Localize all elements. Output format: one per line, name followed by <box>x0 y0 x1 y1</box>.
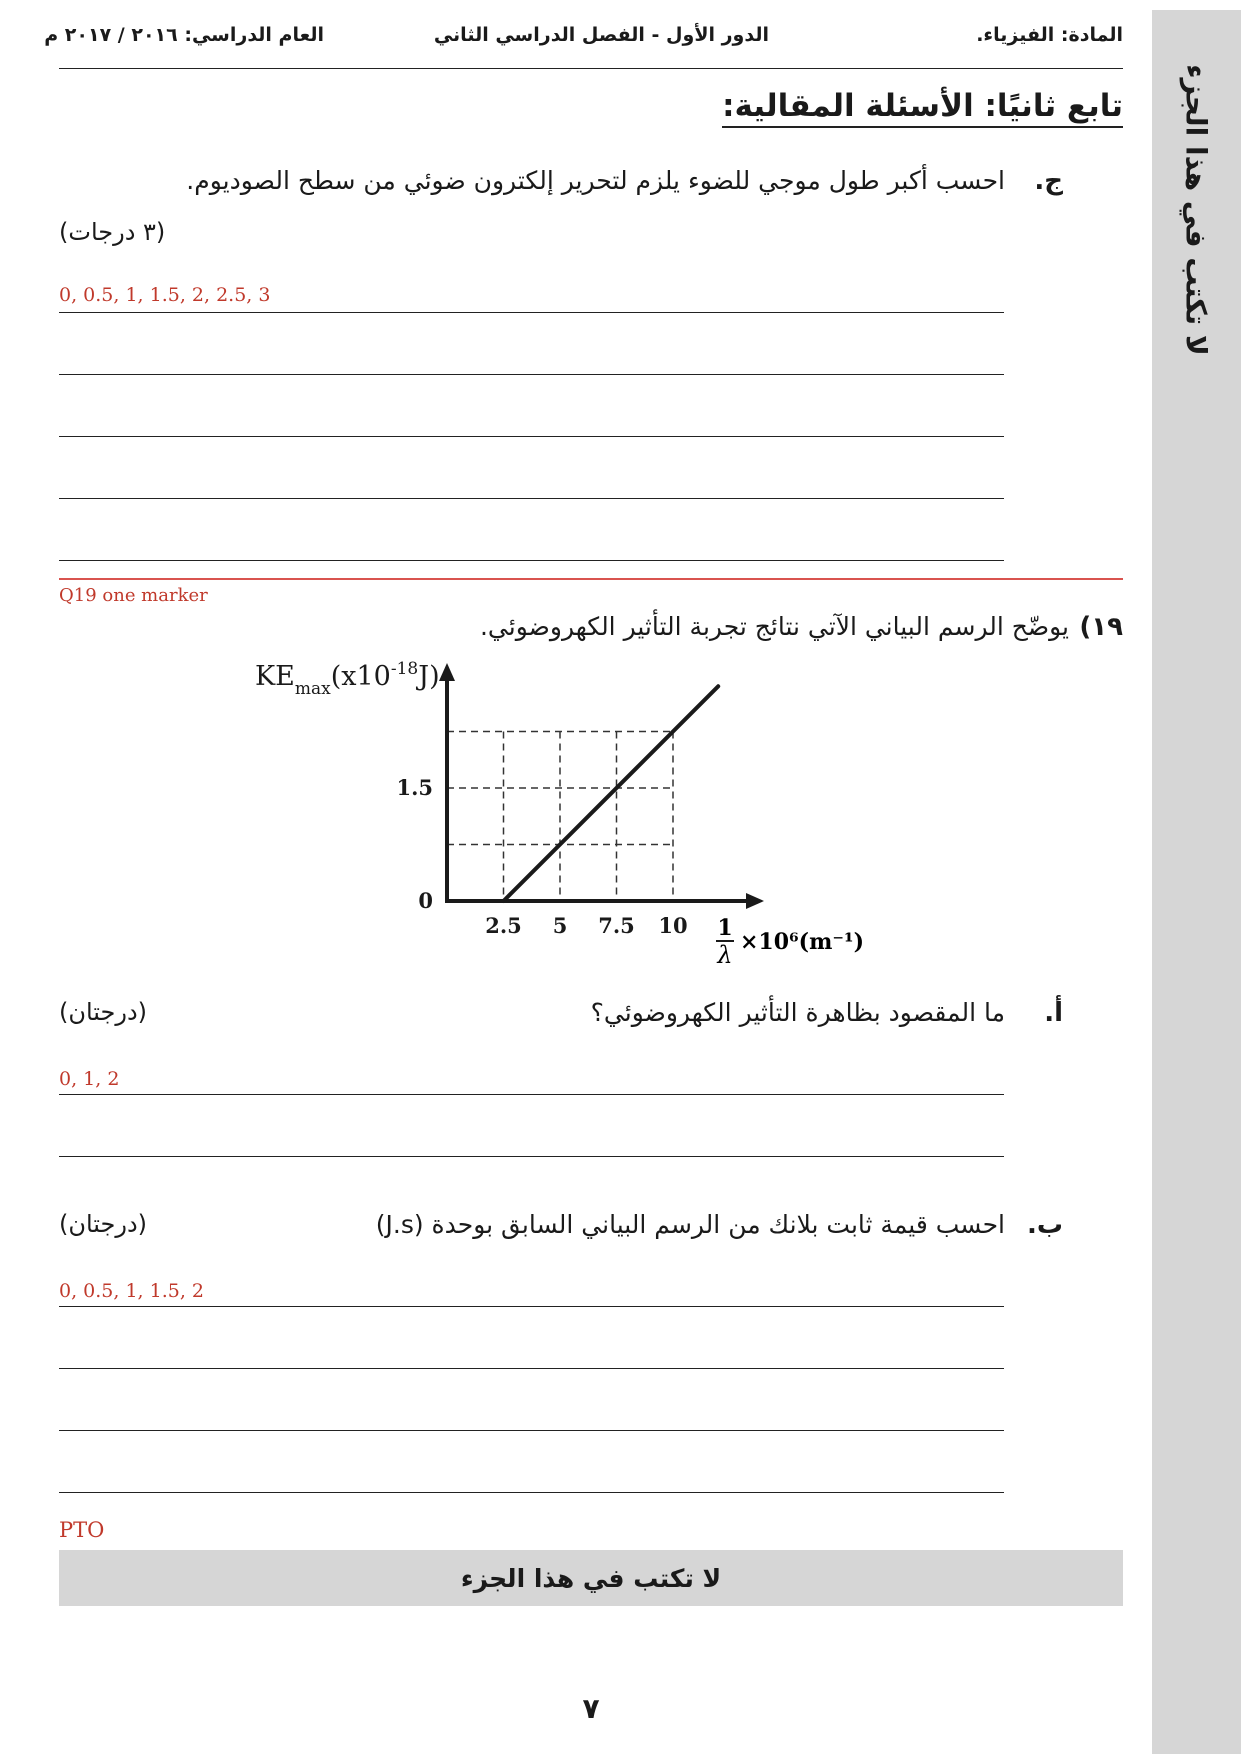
answer-line[interactable] <box>59 436 1004 437</box>
question-divider <box>59 578 1123 580</box>
answer-line[interactable] <box>59 1306 1004 1307</box>
answer-line[interactable] <box>59 374 1004 375</box>
x-label-denominator: λ <box>717 941 733 969</box>
part-b-scoring: 0, 0.5, 1, 1.5, 2 <box>59 1280 205 1302</box>
y-tick-label: 1.5 <box>396 775 433 800</box>
answer-line[interactable] <box>59 1156 1004 1157</box>
part-a-letter: أ. <box>1044 998 1063 1028</box>
pto-note: PTO <box>59 1518 105 1542</box>
y-axis-arrowhead <box>439 663 455 681</box>
section-title: تابع ثانيًا: الأسئلة المقالية: <box>722 88 1123 128</box>
do-not-write-band: لا تكتب في هذا الجزء <box>59 1550 1123 1606</box>
answer-line[interactable] <box>59 1368 1004 1369</box>
x-label-numerator: 1 <box>717 915 733 941</box>
part-a-scoring: 0, 1, 2 <box>59 1068 120 1090</box>
x-axis-label <box>716 915 864 969</box>
answer-line[interactable] <box>59 560 1004 561</box>
header-year: العام الدراسي: ٢٠١٦ / ٢٠١٧ م <box>44 24 324 46</box>
answer-line[interactable] <box>59 498 1004 499</box>
part-c-question: احسب أكبر طول موجي للضوء يلزم لتحرير إلكترون ضوئي من سطح الصوديوم. <box>186 166 1005 195</box>
part-c-letter: ج. <box>1034 166 1063 196</box>
chart-axes <box>439 663 764 909</box>
q19-number: ١٩) <box>1079 612 1123 642</box>
chart-series <box>504 686 719 901</box>
answer-line[interactable] <box>59 1430 1004 1431</box>
x-label-rest: ×10⁶(m⁻¹) <box>740 929 865 955</box>
q19-marker-note: Q19 one marker <box>59 585 208 606</box>
x-tick-label: 2.5 <box>485 913 522 938</box>
header-session: الدور الأول - الفصل الدراسي الثاني <box>433 24 769 46</box>
data-line <box>504 686 719 901</box>
chart-grid <box>447 732 673 902</box>
x-axis-arrowhead <box>746 893 764 909</box>
header-rule <box>59 68 1123 69</box>
y-axis-label: $KE_{max}(x10^{-18}J)$ <box>255 659 440 699</box>
part-b-marks: (درجتان) <box>59 1210 148 1238</box>
x-tick-label: 5 <box>552 913 568 938</box>
sidebar-notice: لا تكتب في هذا الجزء <box>1179 64 1213 356</box>
header-subject: المادة: الفيزياء. <box>976 24 1123 46</box>
chart-tick-labels <box>396 775 687 938</box>
page-number: ٧ <box>582 1692 600 1725</box>
part-a-question: ما المقصود بظاهرة التأثير الكهروضوئي؟ <box>590 998 1005 1027</box>
y-tick-label: 0 <box>418 888 433 913</box>
answer-line[interactable] <box>59 1094 1004 1095</box>
part-b-letter: ب. <box>1026 1210 1063 1240</box>
answer-line[interactable] <box>59 1492 1004 1493</box>
part-c-marks: (٣ درجات) <box>59 218 166 246</box>
q19-question: يوضّح الرسم البياني الآتي نتائج تجربة التأثير الكهروضوئي. <box>479 612 1069 641</box>
part-a-marks: (درجتان) <box>59 998 148 1026</box>
photoelectric-graph <box>240 655 880 975</box>
x-tick-label: 10 <box>658 913 688 938</box>
answer-line[interactable] <box>59 312 1004 313</box>
part-c-scoring: 0, 0.5, 1, 1.5, 2, 2.5, 3 <box>59 284 271 306</box>
x-tick-label: 7.5 <box>598 913 635 938</box>
part-b-question: احسب قيمة ثابت بلانك من الرسم البياني السابق بوحدة (J.s) <box>375 1210 1005 1239</box>
